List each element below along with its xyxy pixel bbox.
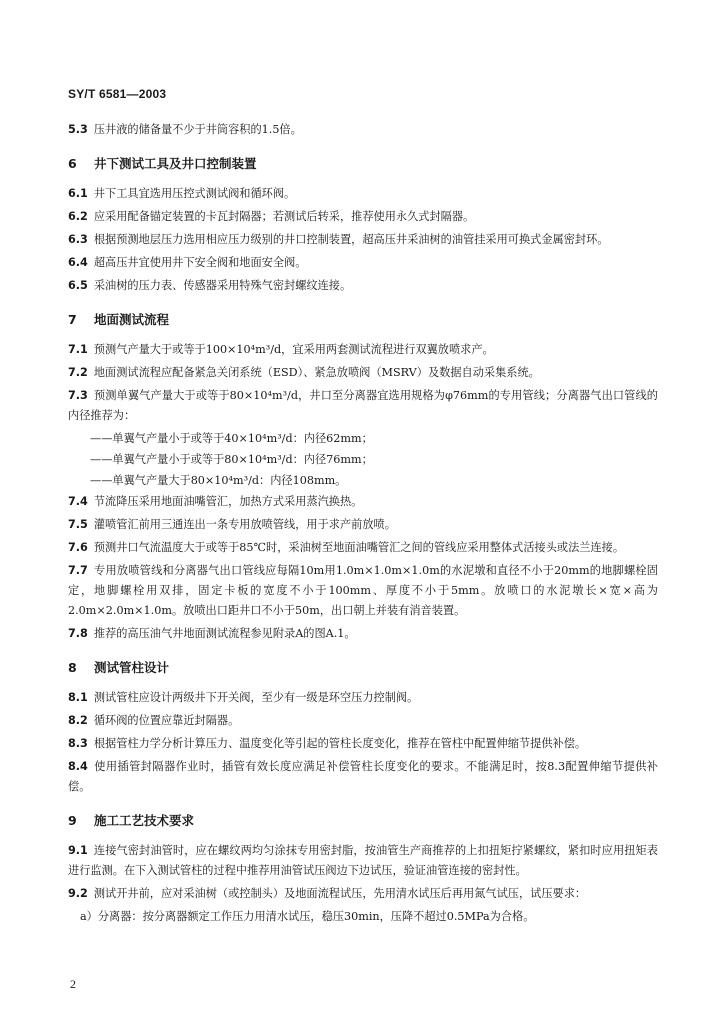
- clause-number: 8.1: [68, 691, 88, 704]
- clause-text: 采油树的压力表、传感器采用特殊气密封螺纹连接。: [93, 279, 352, 292]
- clause-number: 6.4: [68, 256, 88, 269]
- clause-number: 6.2: [68, 210, 88, 223]
- clause-7-8: [68, 624, 658, 644]
- clause-number: 7.7: [68, 564, 88, 577]
- clause-text: 连接气密封油管时，应在螺纹两均匀涂抹专用密封脂，按油管生产商推荐的上扣扭矩拧紧螺纹，紧扣时应用扭矩表进行监测。在下入测试管柱的过程中推荐用油管试压阀边下边试压，验证油管连接的密封性。: [68, 844, 658, 877]
- clause-number: 8.4: [68, 760, 88, 773]
- standard-header: SY/T 6581—2003: [68, 87, 167, 101]
- clause-number: 7.5: [68, 518, 88, 531]
- clause-number: 5.3: [68, 123, 88, 136]
- clause-number: 8.2: [68, 714, 88, 727]
- section-number: 8: [68, 660, 77, 675]
- section-number: 7: [68, 312, 77, 327]
- clause-7-7: [68, 561, 658, 621]
- section-number: 9: [68, 813, 77, 828]
- clause-7-6: [68, 538, 658, 558]
- clause-text: 根据预测地层压力选用相应压力级别的井口控制装置，超高压井采油树的油管挂采用可换式金属密封环。: [93, 233, 609, 246]
- clause-number: 7.1: [68, 343, 88, 356]
- clause-number: 7.4: [68, 495, 88, 508]
- list-item: ——单翼气产量大于80×10⁴m³/d：内径108mm。: [90, 474, 347, 487]
- clause-number: 6.3: [68, 233, 88, 246]
- clause-text: 根据管柱力学分析计算压力、温度变化等引起的管柱长度变化，推荐在管柱中配置伸缩节提供补偿。: [93, 737, 587, 750]
- clause-8-4: [68, 757, 658, 797]
- list-item: a）分离器：按分离器额定工作压力用清水试压，稳压30min，压降不超过0.5MPa为合格。: [80, 910, 535, 923]
- clause-8-3: [68, 734, 658, 754]
- clause-6-5: [68, 276, 658, 296]
- clause-text: 超高压井宜使用井下安全阀和地面安全阀。: [93, 256, 307, 269]
- clause-text: 推荐的高压油气井地面测试流程参见附录A的图A.1。: [93, 627, 356, 640]
- list-item: ——单翼气产量小于或等于40×10⁴m³/d：内径62mm；: [90, 432, 373, 445]
- clause-text: 预测井口气流温度大于或等于85℃时，采油树至地面油嘴管汇之间的管线应采用整体式活接头或法兰连接。: [93, 541, 625, 554]
- clause-8-1: [68, 688, 658, 708]
- clause-number: 7.3: [68, 389, 88, 402]
- clause-number: 7.8: [68, 627, 88, 640]
- section-6-heading: [68, 154, 658, 174]
- clause-text: 专用放喷管线和分离器气出口管线应每隔10m用1.0m×1.0m×1.0m的水泥墩和直径不小于20mm的地脚螺栓固定，地脚螺栓用双排，固定卡板的宽度不小于100mm、厚度不小于5mm。放喷口的水泥墩长×宽×高为2.0m×2.0m×1.0m。放喷出口距井口不小于50m，出口朝上并装有消音装置。: [68, 564, 658, 617]
- page-number: 2: [70, 977, 76, 991]
- clause-7-4: [68, 492, 658, 512]
- clause-text: 井下工具宜选用压控式测试阀和循环阀。: [93, 187, 296, 200]
- clause-number: 6.1: [68, 187, 88, 200]
- clause-6-3: [68, 230, 658, 250]
- clause-text: 压井液的储备量不少于井筒容积的1.5倍。: [93, 123, 302, 136]
- clause-7-5: [68, 515, 658, 535]
- clause-text: 灌喷管汇前用三通连出一条专用放喷管线，用于求产前放喷。: [93, 518, 396, 531]
- clause-text: 地面测试流程应配备紧急关闭系统（ESD）、紧急放喷阀（MSRV）及数据自动采集系统。: [93, 366, 540, 379]
- clause-number: 8.3: [68, 737, 88, 750]
- clause-6-1: [68, 184, 658, 204]
- section-title: 地面测试流程: [94, 312, 170, 327]
- clause-number: 7.2: [68, 366, 88, 379]
- document-body: [68, 120, 658, 927]
- clause-5-3: [68, 120, 658, 140]
- section-number: 6: [68, 156, 77, 171]
- clause-7-3: [68, 386, 658, 426]
- clause-number: 9.1: [68, 844, 88, 857]
- clause-8-2: [68, 711, 658, 731]
- clause-6-2: [68, 207, 658, 227]
- clause-text: 循环阀的位置应靠近封隔器。: [93, 714, 240, 727]
- clause-text: 测试管柱应设计两级井下开关阀，至少有一级是环空压力控制阀。: [93, 691, 419, 704]
- clause-text: 应采用配备锚定装置的卡瓦封隔器；若测试后转采，推荐使用永久式封隔器。: [93, 210, 475, 223]
- section-8-heading: [68, 658, 658, 678]
- section-title: 井下测试工具及井口控制装置: [94, 156, 257, 171]
- clause-text: 预测气产量大于或等于100×10⁴m³/d，宜采用两套测试流程进行双翼放喷求产。: [93, 343, 494, 356]
- clause-text: 测试开井前，应对采油树（或控制头）及地面流程试压，先用清水试压后再用氮气试压，试压要求：: [93, 887, 587, 900]
- clause-9-2: [68, 884, 658, 904]
- clause-text: 节流降压采用地面油嘴管汇，加热方式采用蒸汽换热。: [93, 495, 363, 508]
- clause-6-4: [68, 253, 658, 273]
- clause-number: 9.2: [68, 887, 88, 900]
- clause-number: 7.6: [68, 541, 88, 554]
- list-item: ——单翼气产量小于或等于80×10⁴m³/d：内径76mm；: [90, 453, 373, 466]
- clause-text: 预测单翼气产量大于或等于80×10⁴m³/d，井口至分离器宜选用规格为φ76mm的专用管线；分离器气出口管线的内径推荐为：: [68, 389, 658, 422]
- clause-number: 6.5: [68, 279, 88, 292]
- section-7-heading: [68, 310, 658, 330]
- clause-7-1: [68, 340, 658, 360]
- clause-text: 使用插管封隔器作业时，插管有效长度应满足补偿管柱长度变化的要求。不能满足时，按8.3配置伸缩节提供补偿。: [68, 760, 658, 793]
- clause-9-1: [68, 841, 658, 881]
- section-title: 施工工艺技术要求: [94, 813, 195, 828]
- section-title: 测试管柱设计: [94, 660, 170, 675]
- clause-7-2: [68, 363, 658, 383]
- section-9-heading: [68, 811, 658, 831]
